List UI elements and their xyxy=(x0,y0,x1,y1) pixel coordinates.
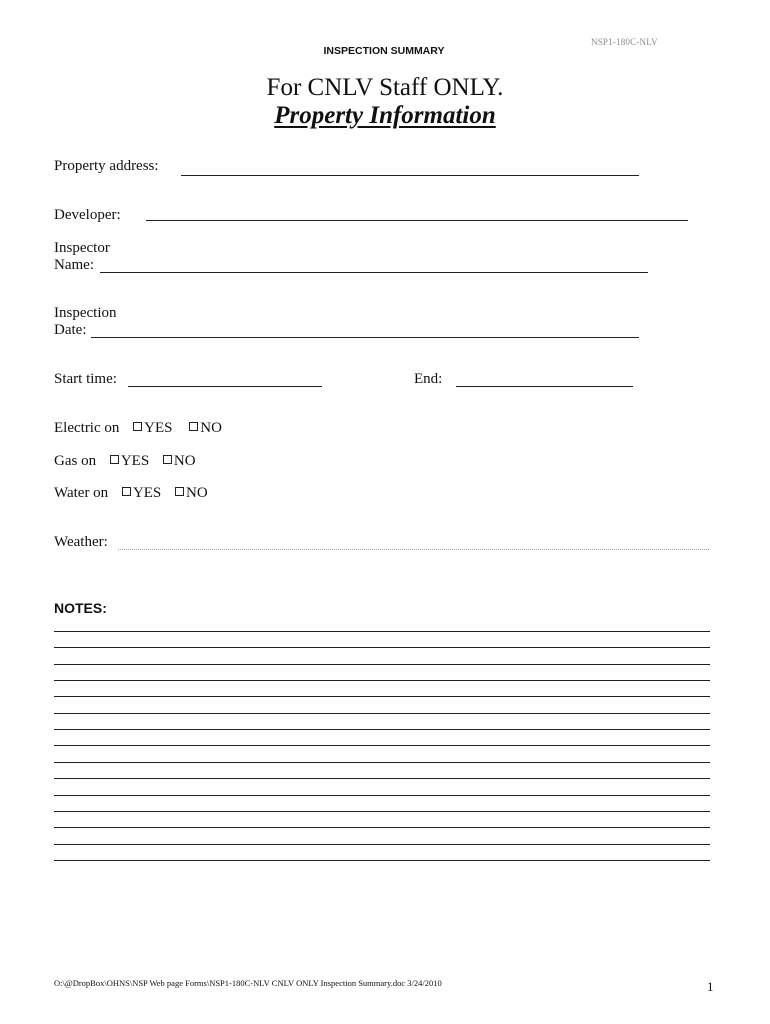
electric-no-option[interactable] xyxy=(189,420,222,436)
property-address-field[interactable] xyxy=(181,175,639,176)
gas-row xyxy=(54,453,196,470)
inspector-name-label: Name: xyxy=(54,257,94,273)
notes-line[interactable] xyxy=(54,844,710,845)
footer-file-path: O:\@DropBox\OHNS\NSP Web page Forms\NSP1-180C-NLV CNLV ONLY Inspection Summary.doc 3/24/2010 xyxy=(54,978,442,988)
inspection-date-label: Date: xyxy=(54,322,87,338)
weather-label: Weather: xyxy=(54,534,108,550)
notes-line[interactable] xyxy=(54,729,710,730)
water-yes-checkbox[interactable] xyxy=(122,487,131,496)
start-time-field[interactable] xyxy=(128,386,322,387)
notes-line[interactable] xyxy=(54,827,710,828)
electric-label: Electric on xyxy=(54,420,120,436)
water-no-label: NO xyxy=(186,485,208,501)
weather-field[interactable] xyxy=(118,549,709,550)
electric-yes-option[interactable] xyxy=(133,420,172,436)
water-yes-option[interactable] xyxy=(122,485,161,501)
notes-line[interactable] xyxy=(54,713,710,714)
inspector-label: Inspector xyxy=(54,240,110,256)
electric-yes-label: YES xyxy=(144,420,173,436)
notes-line[interactable] xyxy=(54,795,710,796)
water-label: Water on xyxy=(54,485,109,501)
notes-line[interactable] xyxy=(54,696,710,697)
notes-line[interactable] xyxy=(54,811,710,812)
electric-yes-checkbox[interactable] xyxy=(133,422,142,431)
notes-line[interactable] xyxy=(54,762,710,763)
developer-field[interactable] xyxy=(146,220,688,221)
property-address-label: Property address: xyxy=(54,158,159,174)
inspection-date-field[interactable] xyxy=(91,337,639,338)
inspector-name-field[interactable] xyxy=(100,272,648,273)
electric-row xyxy=(54,420,222,437)
end-label: End: xyxy=(414,371,443,387)
notes-line[interactable] xyxy=(54,778,710,779)
page-subtitle: Property Information xyxy=(274,102,496,129)
gas-no-option[interactable] xyxy=(163,453,196,469)
water-yes-label: YES xyxy=(132,485,162,501)
inspection-summary-heading: INSPECTION SUMMARY xyxy=(323,45,445,57)
inspection-label: Inspection xyxy=(54,305,117,321)
gas-yes-option[interactable] xyxy=(110,453,149,469)
start-time-label: Start time: xyxy=(54,371,117,387)
end-time-field[interactable] xyxy=(456,386,633,387)
notes-line[interactable] xyxy=(54,647,710,648)
electric-no-checkbox[interactable] xyxy=(189,422,198,431)
gas-no-checkbox[interactable] xyxy=(163,455,172,464)
electric-no-label: NO xyxy=(200,420,222,436)
notes-line[interactable] xyxy=(54,664,710,665)
gas-no-label: NO xyxy=(173,453,196,469)
page-number: 1 xyxy=(707,979,714,994)
notes-line[interactable] xyxy=(54,680,710,681)
water-row xyxy=(54,485,208,502)
developer-label: Developer: xyxy=(54,207,121,223)
notes-line[interactable] xyxy=(54,745,710,746)
gas-label: Gas on xyxy=(54,453,97,469)
water-no-option[interactable] xyxy=(175,485,208,501)
document-id: NSP1-180C-NLV xyxy=(591,37,658,47)
notes-line[interactable] xyxy=(54,860,710,861)
notes-line[interactable] xyxy=(54,631,710,632)
gas-yes-checkbox[interactable] xyxy=(110,455,119,464)
gas-yes-label: YES xyxy=(120,453,150,469)
page-title: For CNLV Staff ONLY. xyxy=(266,74,504,101)
water-no-checkbox[interactable] xyxy=(175,487,184,496)
notes-heading: NOTES: xyxy=(54,600,107,616)
